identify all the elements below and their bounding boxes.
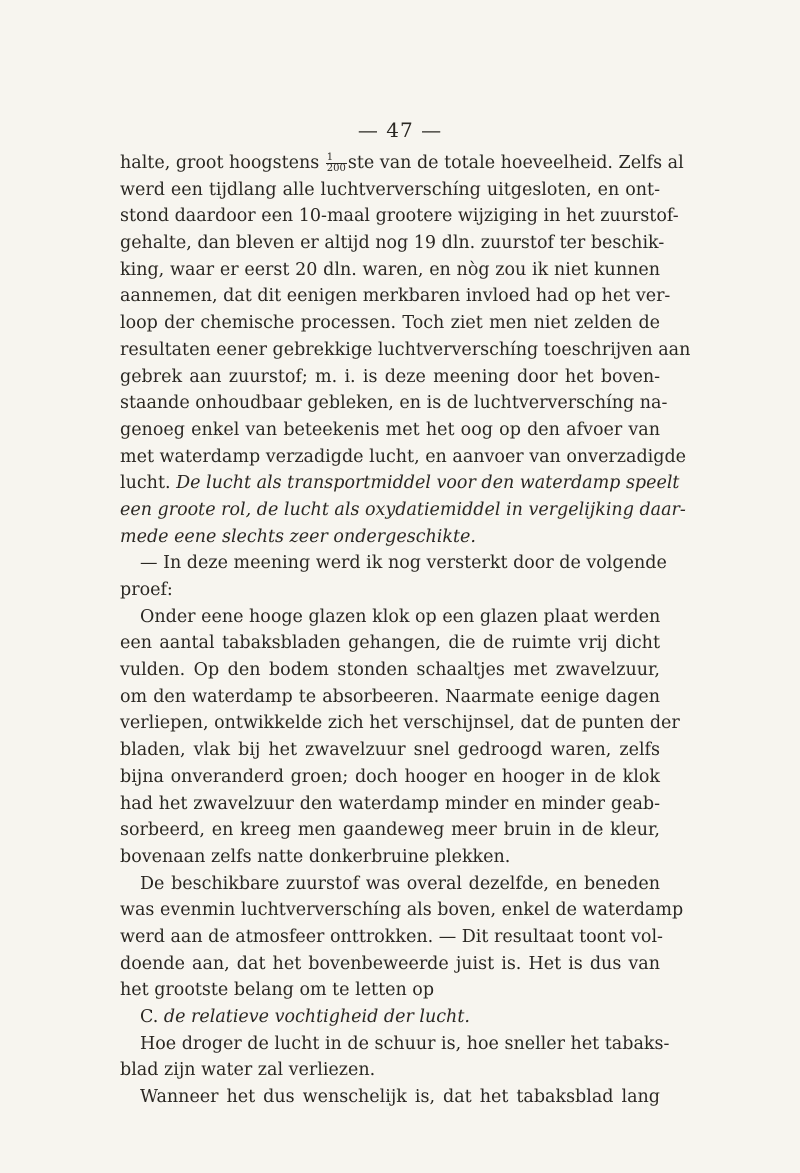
text-line: met waterdamp verzadigde lucht, en aanvoer van onverzadigde	[120, 446, 687, 467]
text-line: bladen, vlak bij het zwavelzuur snel gedroogd waren, zelfs	[120, 740, 660, 761]
text-line: doende aan, dat het bovenbeweerde juist is. Het is dus van	[120, 953, 660, 974]
text-line: mede eene slechts zeer ondergeschikte.	[120, 526, 476, 547]
text-line: stond daardoor een 10-maal grootere wijziging in het zuurstof-	[120, 206, 679, 227]
text-line: een groote rol, de lucht als oxydatiemiddel in vergelijking daar-	[120, 499, 686, 520]
text-line: vulden. Op den bodem stonden schaaltjes met zwavelzuur,	[120, 660, 660, 681]
body-text	[120, 150, 691, 1111]
text-line: — In deze meening werd ik nog versterkt door de volgende	[140, 553, 667, 574]
text-line: king, waar er eerst 20 dln. waren, en nòg zou ik niet kunnen	[120, 259, 660, 280]
text-line: aannemen, dat dit eenigen merkbaren invloed had op het ver-	[120, 286, 671, 307]
italic-emphasis: de relatieve vochtigheid der lucht.	[163, 1007, 470, 1027]
text-line: proef:	[120, 580, 173, 600]
italic-emphasis: De lucht als transportmiddel voor den waterdamp speelt	[176, 473, 680, 494]
text-line: was evenmin luchtververschíng als boven, enkel de waterdamp	[120, 900, 684, 921]
text-line: werd aan de atmosfeer onttrokken. — Dit resultaat toont vol-	[120, 926, 663, 947]
text-line: halte, groot hoogstens $\frac{1}{200}$ ste van de totale hoeveelheid. Zelfs al	[120, 152, 684, 174]
text-line: loop der chemische processen. Toch ziet men niet zelden de	[120, 313, 660, 334]
text-line: gehalte, dan bleven er altijd nog 19 dln. zuurstof ter beschik-	[120, 233, 665, 254]
text-line: bijna onveranderd groen; doch hooger en hooger in de klok	[120, 766, 660, 787]
fraction: $\frac{1}{200}$	[326, 152, 346, 174]
text-line: resultaten eener gebrekkige luchtververschíng toeschrijven aan	[120, 339, 691, 360]
section-heading: C. de relatieve vochtigheid der lucht.	[140, 1007, 470, 1027]
text-line: Onder eene hooge glazen klok op een glazen plaat werden	[140, 606, 661, 627]
text-line: genoeg enkel van beteekenis met het oog op den afvoer van	[120, 419, 660, 440]
text-line: Hoe droger de lucht in de schuur is, hoe sneller het tabaks-	[140, 1033, 670, 1054]
text-line: bovenaan zelfs natte donkerbruine plekken.	[120, 846, 511, 867]
text-line: blad zijn water zal verliezen.	[120, 1060, 376, 1081]
text-line: een aantal tabaksbladen gehangen, die de ruimte vrij dicht	[120, 633, 660, 654]
page-number: — 47 —	[357, 118, 443, 142]
text-line: gebrek aan zuurstof; m. i. is deze meening door het boven-	[120, 366, 660, 387]
text-line: het grootste belang om te letten op	[120, 980, 435, 1001]
text-line: verliepen, ontwikkelde zich het verschijnsel, dat de punten der	[120, 713, 680, 734]
text-line: had het zwavelzuur den waterdamp minder en minder geab-	[120, 793, 660, 814]
text-line: sorbeerd, en kreeg men gaandeweg meer bruin in de kleur,	[120, 820, 660, 841]
text-line: werd een tijdlang alle luchtververschíng uitgesloten, en ont-	[120, 179, 660, 200]
text-line: om den waterdamp te absorbeeren. Naarmate eenige dagen	[120, 686, 660, 707]
text-line: De beschikbare zuurstof was overal dezelfde, en beneden	[140, 873, 660, 894]
text-line: staande onhoudbaar gebleken, en is de luchtververschíng na-	[120, 393, 668, 414]
text-line: Wanneer het dus wenschelijk is, dat het tabaksblad lang	[140, 1087, 660, 1108]
text-line: lucht. De lucht als transportmiddel voor den waterdamp speelt	[120, 473, 680, 494]
